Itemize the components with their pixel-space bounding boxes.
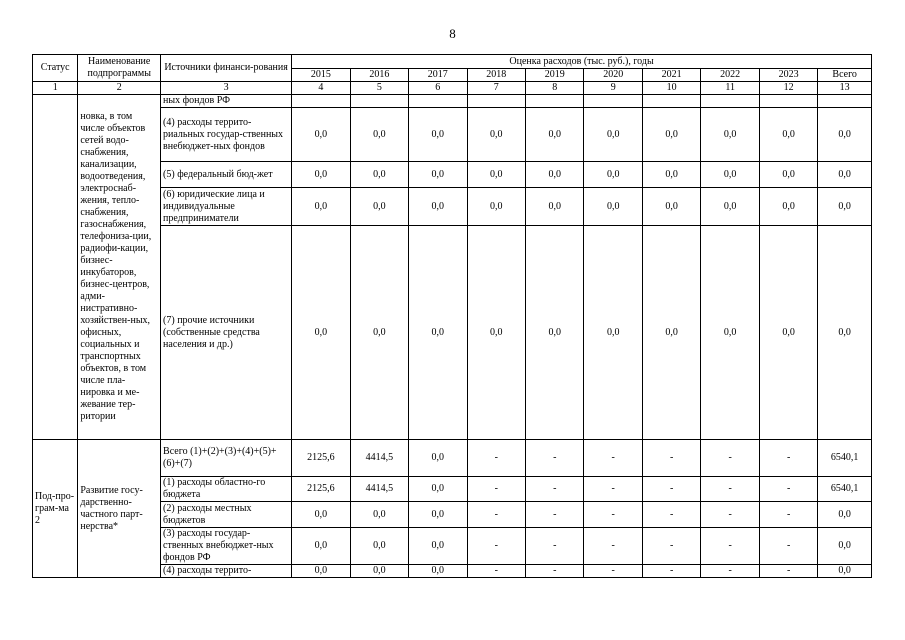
source-cell: ных фондов РФ [161,95,292,108]
value-cell [526,95,584,108]
value-cell: 0,0 [526,226,584,440]
value-cell: - [701,440,759,477]
header-status: Статус [33,55,78,82]
value-cell: - [759,528,817,565]
value-cell: - [642,528,700,565]
column-index: 9 [584,82,642,95]
value-cell: 0,0 [350,502,408,528]
header-estimate: Оценка расходов (тыс. руб.), годы [292,55,872,69]
value-cell: - [584,528,642,565]
value-cell: 0,0 [409,440,467,477]
value-cell: - [467,528,525,565]
value-cell: 0,0 [292,565,350,578]
value-cell: 0,0 [467,108,525,162]
value-cell: 0,0 [759,108,817,162]
table-row [33,95,872,108]
value-cell: 0,0 [584,108,642,162]
header-year: 2019 [526,69,584,82]
value-cell: 0,0 [292,108,350,162]
value-cell: 0,0 [818,528,872,565]
source-cell: (4) расходы террито- [161,565,292,578]
column-index: 13 [818,82,872,95]
value-cell: 0,0 [467,188,525,226]
value-cell: 0,0 [642,108,700,162]
table-row [33,440,872,477]
value-cell: 0,0 [526,108,584,162]
header-year: 2018 [467,69,525,82]
value-cell: 0,0 [701,226,759,440]
header-year: 2022 [701,69,759,82]
value-cell: - [759,440,817,477]
value-cell: - [701,528,759,565]
value-cell: 0,0 [642,162,700,188]
header-year: Всего [818,69,872,82]
header-year: 2020 [584,69,642,82]
status-cell: Под-про-грам-ма 2 [33,440,78,578]
value-cell: 0,0 [759,226,817,440]
value-cell: - [642,565,700,578]
value-cell: 0,0 [701,162,759,188]
value-cell: 0,0 [818,565,872,578]
value-cell: 6540,1 [818,440,872,477]
source-cell: (3) расходы государ-ственных внебюджет-ных фондов РФ [161,528,292,565]
value-cell: 0,0 [292,226,350,440]
column-index: 2 [78,82,161,95]
value-cell: 0,0 [292,162,350,188]
value-cell: 0,0 [526,188,584,226]
value-cell: - [701,502,759,528]
value-cell: - [526,528,584,565]
value-cell [467,95,525,108]
value-cell: 0,0 [409,565,467,578]
header-year: 2021 [642,69,700,82]
value-cell [701,95,759,108]
value-cell: 0,0 [409,162,467,188]
value-cell: 0,0 [350,226,408,440]
source-cell: (6) юридические лица и индивидуальные предприниматели [161,188,292,226]
header-name: Наименование подпрограммы [78,55,161,82]
value-cell: 0,0 [350,162,408,188]
value-cell: - [584,502,642,528]
value-cell: 4414,5 [350,440,408,477]
column-index: 10 [642,82,700,95]
value-cell: 0,0 [292,188,350,226]
value-cell: - [467,477,525,502]
value-cell: 0,0 [818,226,872,440]
value-cell: - [584,477,642,502]
source-cell: (2) расходы местных бюджетов [161,502,292,528]
value-cell [818,95,872,108]
value-cell: 0,0 [818,502,872,528]
value-cell: 0,0 [409,528,467,565]
value-cell: 0,0 [526,162,584,188]
value-cell [642,95,700,108]
header-sources: Источники финанси-рования [161,55,292,82]
column-index: 7 [467,82,525,95]
column-index: 6 [409,82,467,95]
column-index: 1 [33,82,78,95]
source-cell: (4) расходы террито-риальных государ-ственных внебюджет-ных фондов [161,108,292,162]
value-cell: - [642,477,700,502]
value-cell: - [467,440,525,477]
value-cell: 0,0 [584,162,642,188]
value-cell: 0,0 [409,477,467,502]
value-cell: 0,0 [467,226,525,440]
subprogram-name-cell: Развитие госу-дарственно-частного парт-нерства* [78,440,161,578]
value-cell: 0,0 [292,502,350,528]
value-cell: - [526,440,584,477]
value-cell: - [642,502,700,528]
value-cell: - [759,477,817,502]
value-cell: 2125,6 [292,477,350,502]
page-number: 8 [449,26,456,41]
value-cell: 0,0 [350,528,408,565]
value-cell: 0,0 [759,162,817,188]
value-cell: - [584,440,642,477]
value-cell: 0,0 [350,108,408,162]
status-cell [33,95,78,440]
header-year: 2023 [759,69,817,82]
value-cell: 0,0 [409,502,467,528]
value-cell: - [584,565,642,578]
value-cell: 0,0 [409,108,467,162]
value-cell: 0,0 [292,528,350,565]
header-year: 2017 [409,69,467,82]
value-cell: 6540,1 [818,477,872,502]
value-cell: 4414,5 [350,477,408,502]
value-cell: - [526,502,584,528]
value-cell: 0,0 [467,162,525,188]
value-cell [584,95,642,108]
source-cell: (1) расходы областно-го бюджета [161,477,292,502]
value-cell: - [642,440,700,477]
value-cell [759,95,817,108]
value-cell: 0,0 [759,188,817,226]
column-index: 4 [292,82,350,95]
value-cell: 0,0 [818,162,872,188]
value-cell: 2125,6 [292,440,350,477]
source-cell: (7) прочие источники (собственные средства населения и др.) [161,226,292,440]
value-cell: 0,0 [642,188,700,226]
header-year: 2015 [292,69,350,82]
value-cell: - [526,565,584,578]
subprogram-name-cell: новка, в том числе объектов сетей водо-снабжения, канализации, водоотведения, электроснаб-жения, тепло-снабжения, газоснабжения, телефониза-ции, радиофи-кации, бизнес-инкубаторов, бизнес-центров, адми-нистративно-хозяйствен-ных, офисных, социальных и транспортных объектов, в том числе пла-нировка и ме-жевание тер-ритории [78,95,161,440]
column-index: 12 [759,82,817,95]
value-cell: 0,0 [584,188,642,226]
value-cell: - [701,565,759,578]
value-cell: - [759,565,817,578]
column-index: 11 [701,82,759,95]
value-cell: 0,0 [701,108,759,162]
value-cell [292,95,350,108]
value-cell: - [467,502,525,528]
budget-table [32,54,872,578]
column-index: 3 [161,82,292,95]
value-cell [409,95,467,108]
column-index: 5 [350,82,408,95]
header-year: 2016 [350,69,408,82]
value-cell: - [701,477,759,502]
value-cell: - [467,565,525,578]
value-cell: - [526,477,584,502]
value-cell [350,95,408,108]
value-cell: 0,0 [701,188,759,226]
source-cell: Всего (1)+(2)+(3)+(4)+(5)+(6)+(7) [161,440,292,477]
column-index: 8 [526,82,584,95]
value-cell: 0,0 [350,188,408,226]
value-cell: 0,0 [584,226,642,440]
value-cell: 0,0 [409,188,467,226]
value-cell: 0,0 [818,108,872,162]
value-cell: 0,0 [642,226,700,440]
source-cell: (5) федеральный бюд-жет [161,162,292,188]
value-cell: 0,0 [409,226,467,440]
value-cell: 0,0 [818,188,872,226]
value-cell: 0,0 [350,565,408,578]
value-cell: - [759,502,817,528]
